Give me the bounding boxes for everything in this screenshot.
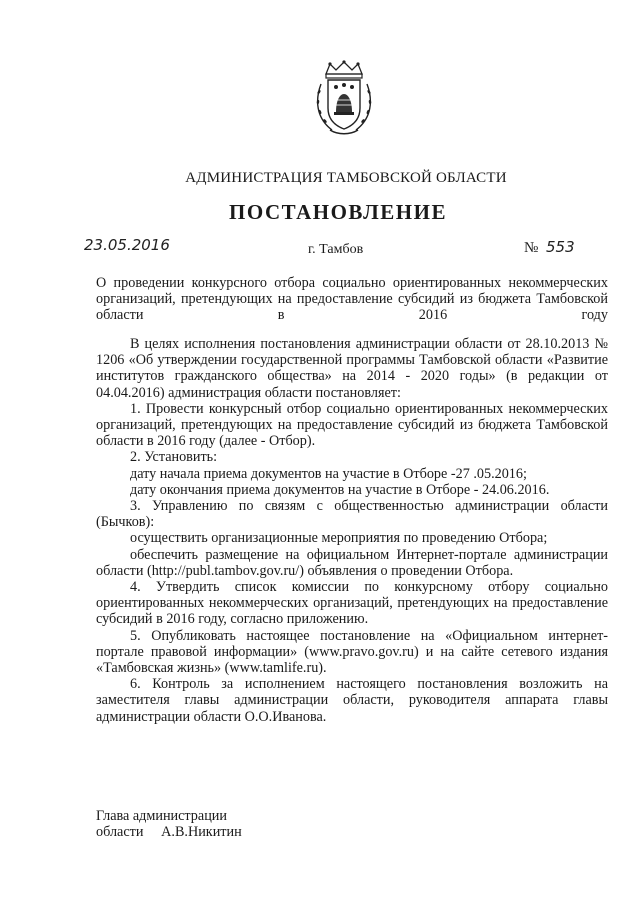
item-3b-paragraph: обеспечить размещение на официальном Интернет-портале администрации области (http://publ.tambov.gov.ru/) объявления о проведении Отбора. (96, 546, 608, 579)
administration-name: АДМИНИСТРАЦИЯ ТАМБОВСКОЙ ОБЛАСТИ (185, 170, 507, 186)
signature-block (96, 808, 242, 840)
document-city: г. Тамбов (308, 242, 364, 257)
item-2-paragraph: 2. Установить: (130, 449, 218, 466)
signature-position: Глава администрации (96, 808, 227, 824)
item-4-paragraph: 4. Утвердить список комиссии по конкурсному отбору социально ориентированных некоммерческих организаций, претендующих на предоставление субсидий в 2016 году, согласно приложению. (96, 579, 608, 628)
document-number: 553 (546, 238, 575, 256)
item-3a-paragraph: осуществить организационные мероприятия по проведению Отбора; (130, 530, 548, 547)
document-number-label: № (524, 240, 539, 256)
document-title: ПОСТАНОВЛЕНИЕ (229, 200, 447, 224)
item-3-paragraph: 3. Управлению по связям с общественностью администрации области (Бычков): (96, 498, 608, 531)
coat-of-arms-emblem (312, 60, 376, 138)
signature-name: области А.В.Никитин (96, 824, 242, 841)
document-body (96, 336, 608, 725)
subject-text: О проведении конкурсного отбора социально ориентированных некоммерческих организаций, претендующих на предоставление субсидий из бюджета Тамбовской области в 2016 году (96, 275, 608, 324)
item-1-paragraph: 1. Провести конкурсный отбор социально ориентированных некоммерческих организаций, претендующих на предоставление субсидий из бюджета Тамбовской области в 2016 году (далее - Отбор). (96, 400, 608, 450)
item-5-paragraph: 5. Опубликовать настоящее постановление на «Официальном интернет-портале правовой информации» (www.pravo.gov.ru) и на сайте сетевого издания «Тамбовская жизнь» (www.tamlife.ru). (96, 627, 608, 677)
item-2a-paragraph: дату начала приема документов на участие в Отборе -27 .05.2016; (130, 465, 527, 482)
item-6-paragraph: 6. Контроль за исполнением настоящего постановления возложить на заместителя главы администрации области, руководителя аппарата главы администрации области О.О.Иванова. (96, 676, 608, 725)
document-date: 23.05.2016 (84, 236, 170, 254)
item-2b-paragraph: дату окончания приема документов на участие в Отборе - 24.06.2016. (130, 481, 550, 498)
document-subject (96, 275, 608, 324)
preamble-paragraph: В целях исполнения постановления администрации области от 28.10.2013 № 1206 «Об утверждении государственной программы Тамбовской области «Развитие институтов гражданского общества» на 2014 - 2020 годы» (в редакции от 04.04.2016) администрация области постановляет: (96, 336, 608, 401)
